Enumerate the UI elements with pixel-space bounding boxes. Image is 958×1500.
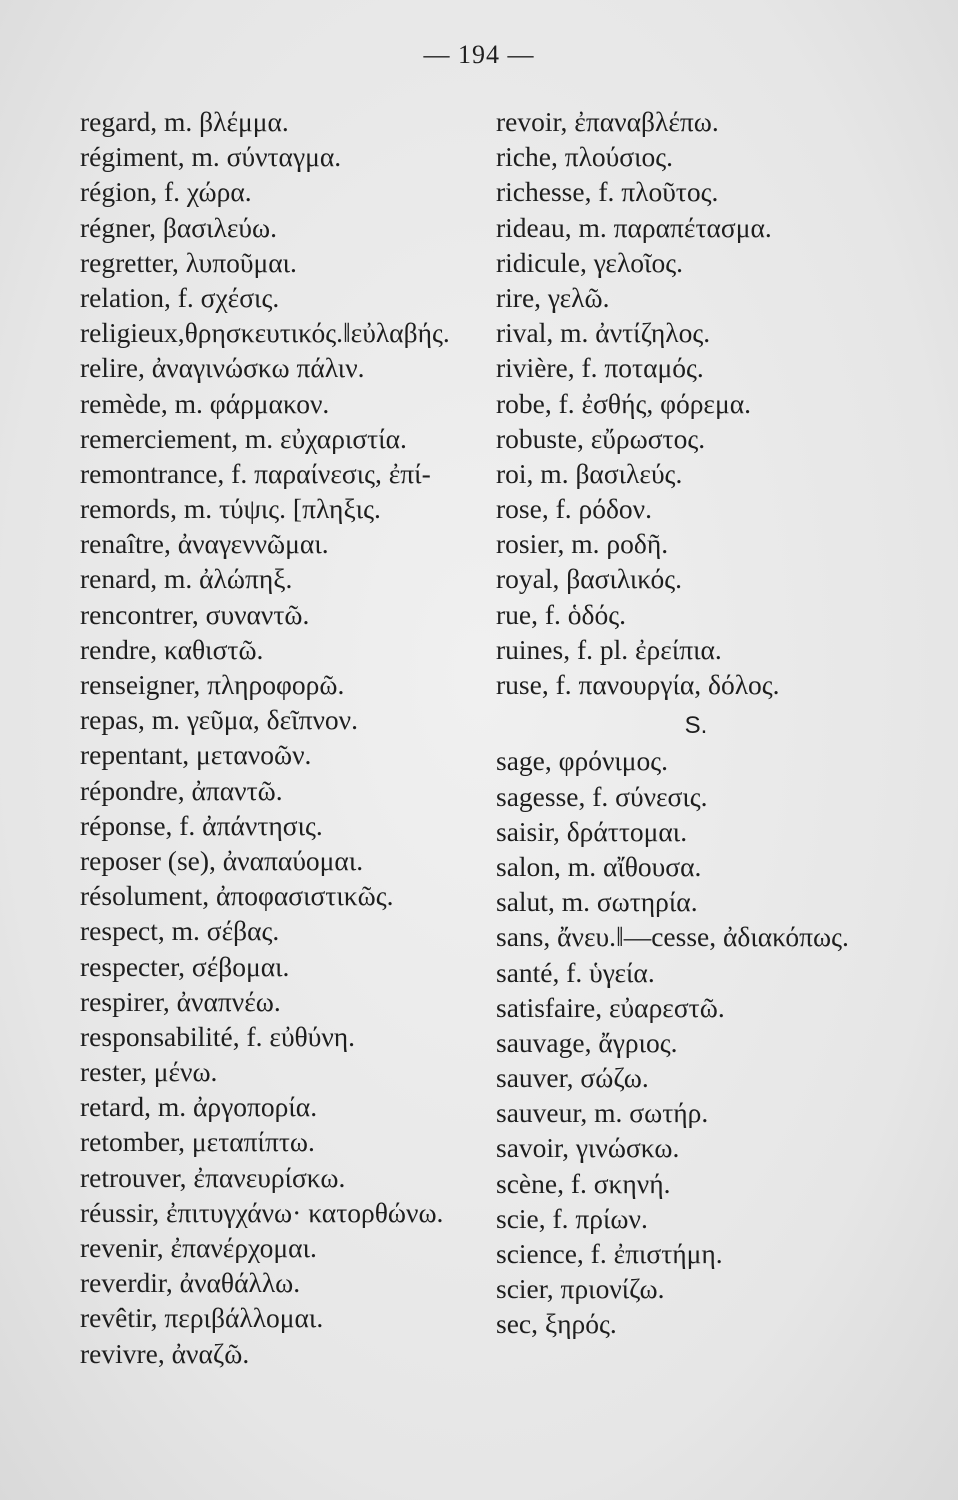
dictionary-entry: robe, f. ἐσθής, φόρεμα. (496, 387, 752, 419)
dictionary-entry: respecter, σέβομαι. (80, 950, 290, 982)
dictionary-entry: rosier, m. ροδῆ. (496, 528, 669, 560)
section-heading: S. (684, 712, 708, 740)
dictionary-entry: robuste, εὔρωστος. (496, 422, 706, 454)
dictionary-entry: savoir, γινώσκω. (496, 1132, 680, 1164)
left-column (80, 104, 480, 1371)
dictionary-entry: retomber, μεταπίπτω. (80, 1126, 315, 1158)
dictionary-entry: revivre, ἀναζῶ. (80, 1337, 250, 1369)
dictionary-entry: reverdir, ἀναθάλλω. (80, 1267, 301, 1299)
dictionary-entry: retrouver, ἐπανευρίσκω. (80, 1161, 346, 1193)
dictionary-entry: sec, ξηρός. (496, 1308, 617, 1340)
dictionary-entry: sans, ἄνευ.‖—cesse, ἀδιακόπως. (496, 921, 849, 953)
dictionary-entry: satisfaire, εὐαρεστῶ. (496, 991, 725, 1023)
dictionary-entry: royal, βασιλικός. (496, 563, 683, 595)
dictionary-entry: rose, f. ρόδον. (496, 493, 652, 525)
dictionary-entry: rencontrer, συναντῶ. (80, 598, 310, 630)
dictionary-entry: sage, φρόνιμος. (496, 745, 669, 777)
dictionary-entry: sauvage, ἄγριος. (496, 1026, 678, 1058)
dictionary-entry: repentant, μετανοῶν. (80, 739, 312, 771)
dictionary-entry: ruse, f. πανουργία, δόλος. (496, 669, 780, 700)
dictionary-entry: rue, f. ὁδός. (496, 598, 626, 630)
dictionary-entry: sagesse, f. σύνεσις. (496, 780, 708, 812)
dictionary-entry: revoir, ἐπαναβλέπω. (496, 106, 719, 137)
dictionary-entry: scie, f. πρίων. (496, 1202, 648, 1234)
dictionary-entry: sauver, σώζω. (496, 1062, 649, 1094)
dictionary-entry: religieux,θρησκευτικός.‖εὐλαβής. (80, 317, 450, 349)
dictionary-entry: répondre, ἀπαντῶ. (80, 774, 283, 806)
dictionary-entry: remords, m. τύψις. [πληξις. (80, 493, 381, 525)
dictionary-entry: salut, m. σωτηρία. (496, 886, 698, 918)
dictionary-entry: scier, πριονίζω. (496, 1273, 665, 1305)
dictionary-entry: scène, f. σκηνή. (496, 1167, 671, 1199)
dictionary-entry: régner, βασιλεύω. (80, 211, 277, 243)
dictionary-entry: renaître, ἀναγεννῶμαι. (80, 528, 329, 560)
dictionary-entry: regard, m. βλέμμα. (80, 106, 289, 137)
dictionary-entry: rivière, f. ποταμός. (496, 352, 704, 384)
dictionary-entry: rire, γελῶ. (496, 281, 610, 313)
dictionary-entry: réponse, f. ἀπάντησις. (80, 809, 323, 841)
dictionary-entry: relire, ἀναγινώσκω πάλιν. (80, 352, 365, 384)
dictionary-entry: respirer, ἀναπνέω. (80, 985, 281, 1017)
dictionary-entry: rester, μένω. (80, 1056, 218, 1088)
dictionary-entry: réussir, ἐπιτυγχάνω· κατορθώνω. (80, 1196, 444, 1228)
dictionary-entry: retard, m. ἀργοπορία. (80, 1091, 318, 1123)
dictionary-entry: région, f. χώρα. (80, 176, 252, 208)
dictionary-entry: respect, m. σέβας. (80, 915, 280, 947)
dictionary-entry: remontrance, f. παραίνεσις, ἐπί- (80, 457, 431, 489)
s-entries (496, 743, 936, 1341)
dictionary-entry: regretter, λυποῦμαι. (80, 246, 297, 278)
dictionary-entry: résolument, ἀποφασιστικῶς. (80, 880, 394, 912)
dictionary-entry: salon, m. αἴθουσα. (496, 850, 702, 882)
page-number: — 194 — (423, 40, 535, 69)
dictionary-entry: reposer (se), ἀναπαύομαι. (80, 844, 364, 876)
dictionary-entry: renseigner, πληροφορῶ. (80, 669, 345, 700)
dictionary-entry: relation, f. σχέσις. (80, 281, 280, 313)
dictionary-entry: sauveur, m. σωτήρ. (496, 1097, 709, 1129)
dictionary-entry: revenir, ἐπανέρχομαι. (80, 1232, 317, 1263)
dictionary-entry: repas, m. γεῦμα, δεῖπνον. (80, 704, 358, 736)
dictionary-entry: rideau, m. παραπέτασμα. (496, 211, 772, 243)
dictionary-entry: renard, m. ἀλώπηξ. (80, 563, 293, 595)
dictionary-entry: roi, m. βασιλεύς. (496, 457, 683, 489)
dictionary-entry: remède, m. φάρμακον. (80, 387, 330, 419)
dictionary-entry: rendre, καθιστῶ. (80, 633, 264, 665)
dictionary-entry: rival, m. ἀντίζηλος. (496, 317, 711, 349)
dictionary-entry: responsabilité, f. εὐθύνη. (80, 1020, 356, 1052)
right-column (496, 104, 936, 1342)
dictionary-entry: ridicule, γελοῖος. (496, 246, 683, 278)
dictionary-entry: ruines, f. pl. ἐρείπια. (496, 633, 722, 665)
dictionary-entry: santé, f. ὑγεία. (496, 956, 655, 988)
dictionary-entry: saisir, δράττομαι. (496, 815, 688, 847)
dictionary-entry: richesse, f. πλοῦτος. (496, 176, 719, 208)
dictionary-entry: riche, πλούσιος. (496, 141, 674, 173)
dictionary-entry: revêtir, περιβάλλομαι. (80, 1302, 324, 1334)
dictionary-entry: remerciement, m. εὐχαριστία. (80, 422, 407, 454)
dictionary-entry: science, f. ἐπιστήμη. (496, 1238, 723, 1270)
dictionary-entry: régiment, m. σύνταγμα. (80, 141, 342, 173)
r-entries (496, 104, 936, 702)
